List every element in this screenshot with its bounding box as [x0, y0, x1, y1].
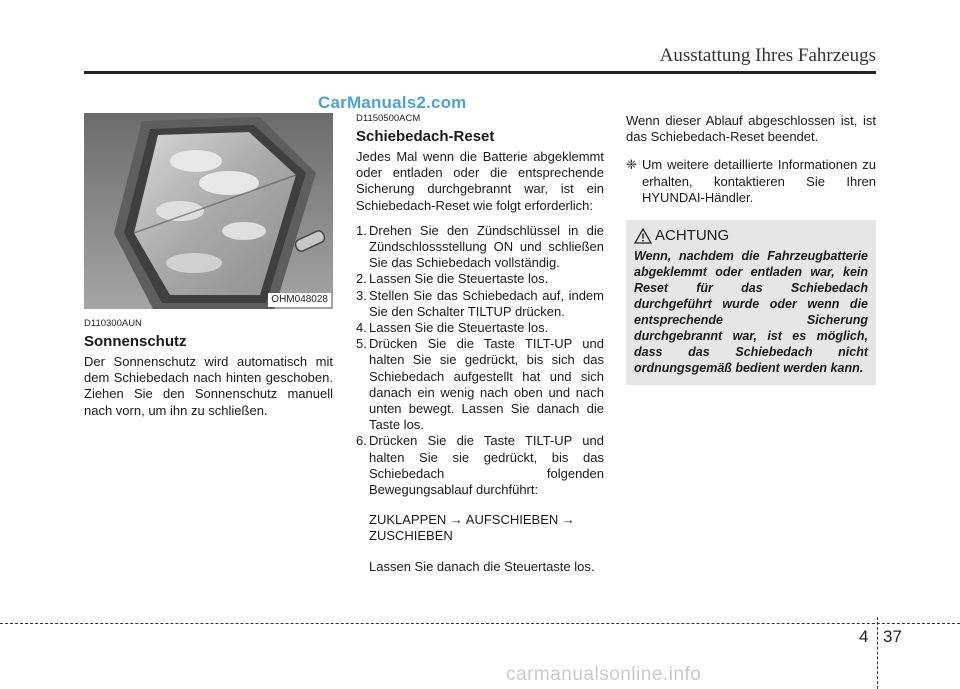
- watermark-carmanuals[interactable]: CarManuals2.com: [318, 93, 467, 112]
- warning-triangle-icon: [634, 228, 652, 244]
- reset-steps: [356, 223, 604, 498]
- section-heading-sunshade: Sonnenschutz: [84, 333, 187, 350]
- page-number-separator: [877, 617, 878, 689]
- dealer-note: [626, 157, 876, 206]
- warning-box: [626, 220, 876, 385]
- chapter-number: 4: [859, 627, 869, 646]
- list-item: 6. Drücken Sie die Taste TILT-UP und halten Sie sie gedrückt, bis das Schiebedach folgenden Bewegungsablauf durchführt:: [356, 433, 604, 498]
- sunroof-illustration: [84, 113, 333, 309]
- sunroof-photo: [84, 113, 333, 309]
- page-number: 37: [883, 627, 902, 646]
- reset-complete-text: Wenn dieser Ablauf abgeschlossen ist, ist das Schiebedach-Reset beendet.: [626, 113, 876, 145]
- watermark-carmanualsonline[interactable]: carmanualsonline.info: [506, 664, 702, 685]
- column-notes: [626, 113, 876, 385]
- chapter-title: Ausstattung Ihres Fahrzeugs: [659, 45, 876, 66]
- image-code: OHM048028: [268, 293, 331, 307]
- column-sunshade: [84, 113, 333, 419]
- section-heading-reset: Schiebedach-Reset: [356, 128, 495, 145]
- list-item: 1. Drehen Sie den Zündschlüssel in die Zündschlossstellung ON und schließen Sie das Schiebedach vollständig.: [356, 222, 604, 271]
- sunshade-text: Der Sonnenschutz wird automatisch mit dem Schiebedach nach hinten geschoben. Ziehen Sie den Sonnenschutz manuell nach vorn, um ihn zu schließen.: [84, 354, 333, 418]
- header-rule: [84, 71, 876, 74]
- footer-rule: [0, 623, 960, 624]
- section-code: D110300AUN: [84, 318, 142, 329]
- column-sunroof-reset: [356, 113, 604, 575]
- list-item: 5. Drücken Sie die Taste TILT-UP und halten Sie sie gedrückt, bis sich das Schiebedach aufgestellt hat und sich danach ein wenig nach oben und nach unten bewegt. Lassen Sie danach die Taste los.: [356, 336, 604, 433]
- movement-sequence: ZUKLAPPEN → AUFSCHIEBEN → ZUSCHIEBEN: [369, 512, 575, 544]
- list-item: 4. Lassen Sie die Steuertaste los.: [356, 320, 549, 336]
- list-item: 2. Lassen Sie die Steuertaste los.: [356, 271, 549, 287]
- warning-title: ACHTUNG: [655, 227, 730, 245]
- reset-intro: Jedes Mal wenn die Batterie abgeklemmt oder entladen oder die entsprechende Sicherung durchgebrannt war, ist ein Schiebedach-Reset wie folgt erforderlich:: [356, 149, 604, 213]
- note-mark-icon: ❈: [626, 157, 637, 173]
- list-item: 3. Stellen Sie das Schiebedach auf, indem Sie den Schalter TILTUP drücken.: [356, 287, 604, 319]
- warning-text: Wenn, nachdem die Fahrzeugbatterie abgeklemmt oder entladen war, kein Reset für das Schiebedach durchgeführt wurde oder wenn die entsprechende Sicherung durchgebrannt war, ist es möglich, dass das Schiebedach nicht ordnungsgemäß bedient werden kann.: [634, 249, 868, 376]
- release-instruction: Lassen Sie danach die Steuertaste los.: [369, 558, 595, 574]
- section-code: D1150500ACM: [356, 113, 421, 124]
- dealer-note-text: Um weitere detaillierte Informationen zu erhalten, kontaktieren Sie Ihren HYUNDAI-Händler.: [642, 157, 876, 205]
